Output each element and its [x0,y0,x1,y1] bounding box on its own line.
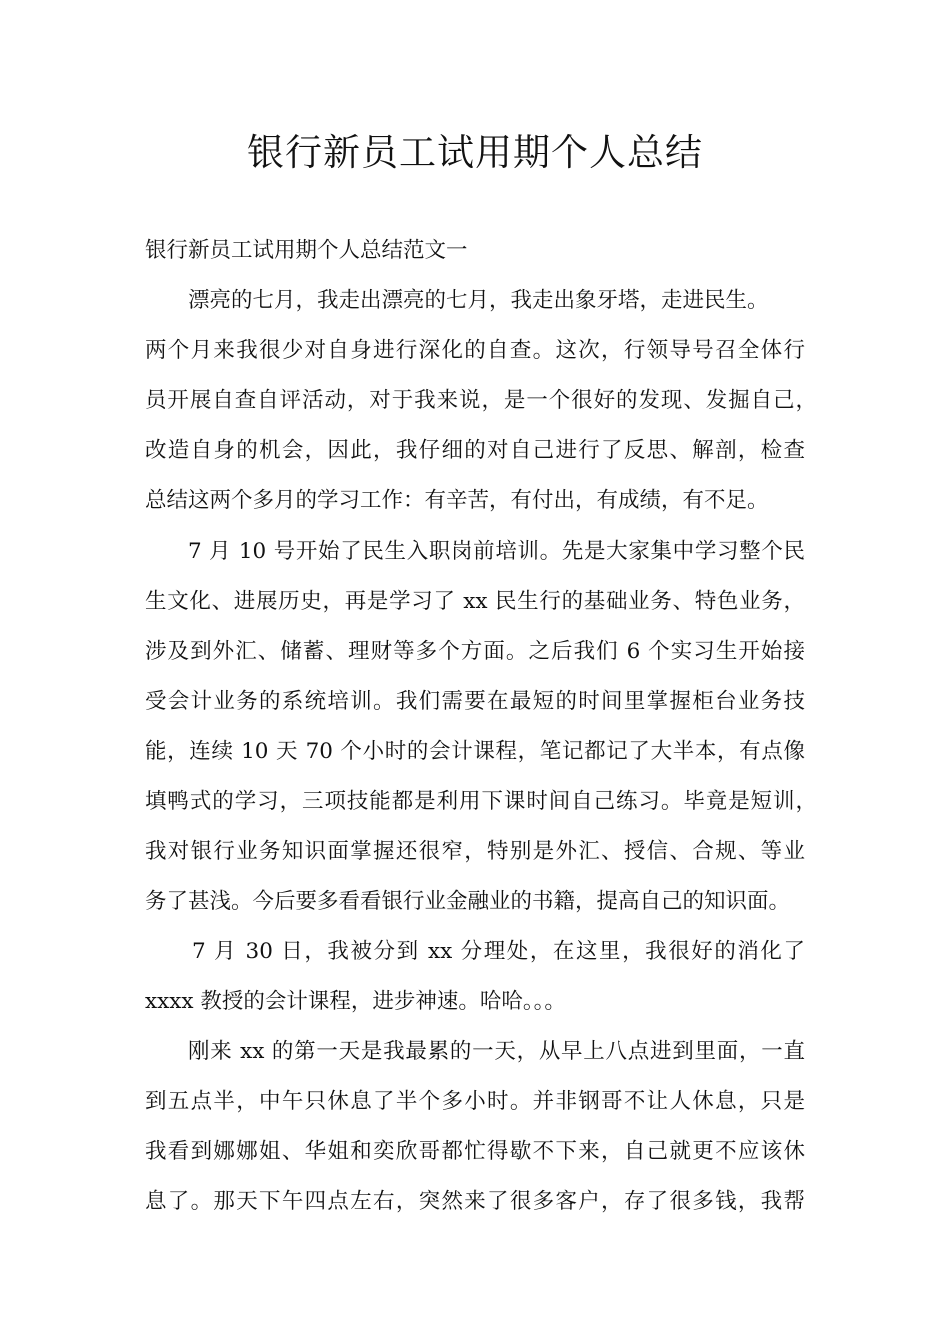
body-line: 填鸭式的学习，三项技能都是利用下课时间自己练习。毕竟是短训， [145,789,817,814]
body-line: 生文化、进展历史，再是学习了 xx 民生行的基础业务、特色业务， [145,589,805,614]
body-line: 漂亮的七月，我走出漂亮的七月，我走出象牙塔，走进民生。 [188,288,769,313]
body-line: xxxx 教授的会计课程，进步神速。哈哈。。。 [145,989,566,1014]
body-line: 7 月 10 号开始了民生入职岗前培训。先是大家集中学习整个民 [188,539,805,564]
body-line: 改造自身的机会，因此，我仔细的对自己进行了反思、解剖，检查 [145,438,805,463]
body-line: 刚来 xx 的第一天是我最累的一天，从早上八点进到里面，一直 [188,1039,805,1064]
body-line: 两个月来我很少对自身进行深化的自查。这次，行领导号召全体行 [145,338,805,363]
body-line: 能，连续 10 天 70 个小时的会计课程，笔记都记了大半本，有点像 [145,739,805,764]
body-line: 我看到娜娜姐、华姐和奕欣哥都忙得歇不下来，自己就更不应该休 [145,1139,805,1164]
body-line: 我对银行业务知识面掌握还很窄，特别是外汇、授信、合规、等业 [145,839,805,864]
subheading-line: 银行新员工试用期个人总结范文一 [145,238,468,263]
body-line: 涉及到外汇、储蓄、理财等多个方面。之后我们 6 个实习生开始接 [145,639,805,664]
body-line: 受会计业务的系统培训。我们需要在最短的时间里掌握柜台业务技 [145,689,805,714]
body-line: 息了。那天下午四点左右，突然来了很多客户，存了很多钱，我帮 [145,1189,805,1214]
body-line: 务了甚浅。今后要多看看银行业金融业的书籍，提高自己的知识面。 [145,889,791,914]
body-line: 员开展自查自评活动，对于我来说，是一个很好的发现、发掘自己， [145,388,817,413]
body-line: 到五点半，中午只休息了半个多小时。并非钢哥不让人休息，只是 [145,1089,805,1114]
body-line: 7 月 30 日，我被分到 xx 分理处，在这里，我很好的消化了 [192,939,805,964]
document-title: 银行新员工试用期个人总结 [247,131,703,174]
body-line: 总结这两个多月的学习工作：有辛苦，有付出，有成绩，有不足。 [145,488,769,513]
